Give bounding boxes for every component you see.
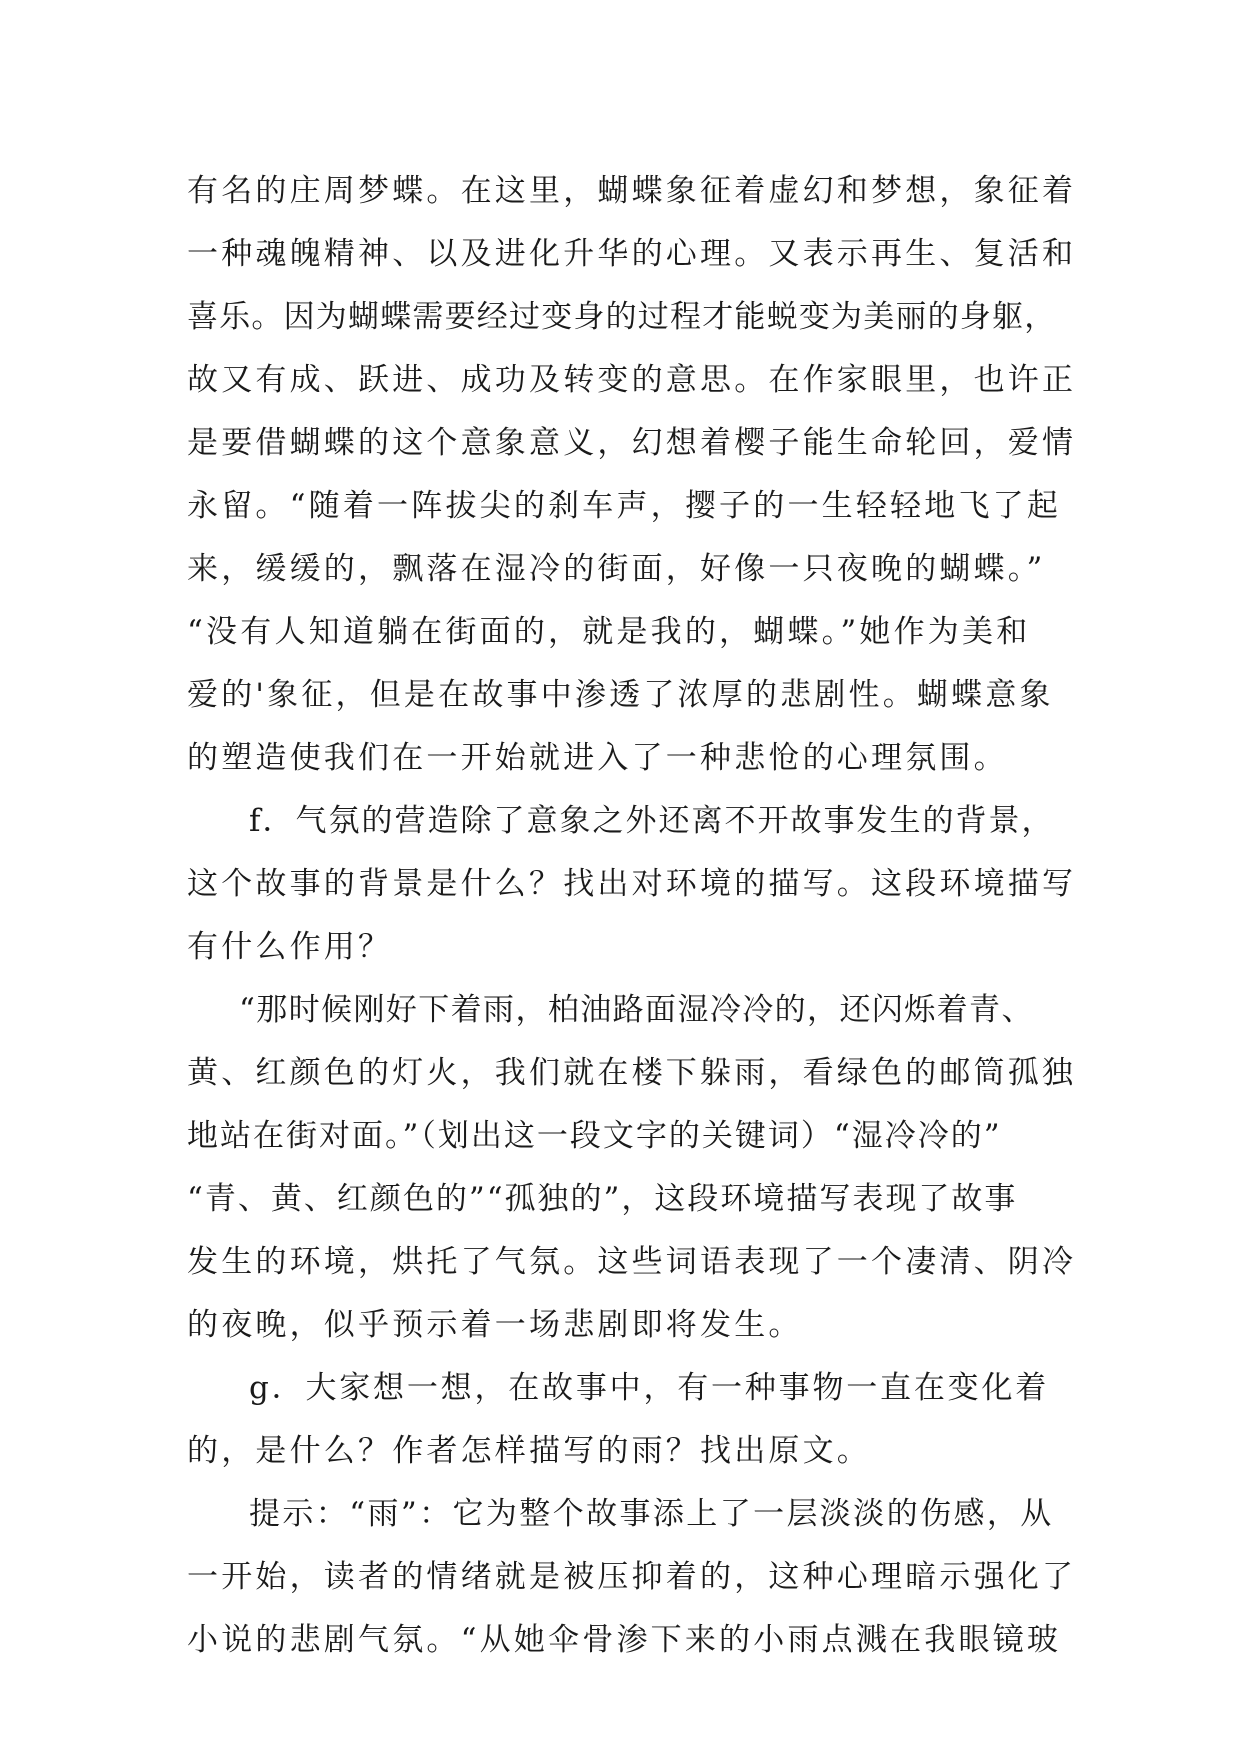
text-line: 故又有成、跃进、成功及转变的意思。在作家眼里，也许正 [187,362,1077,398]
body-text [187,160,1077,1672]
text-line: 小说的悲剧气氛。“从她伞骨渗下来的小雨点溅在我眼镜玻 [187,1622,1062,1658]
hint-paragraph-start: 提示：“雨”：它为整个故事添上了一层淡淡的伤感，从 [249,1496,1054,1532]
text-line: 喜乐。因为蝴蝶需要经过变身的过程才能蜕变为美丽的身躯， [187,299,1057,335]
text-line: 一种魂魄精神、以及进化升华的心理。又表示再生、复活和 [187,236,1077,272]
text-line: 一开始，读者的情绪就是被压抑着的，这种心理暗示强化了 [187,1559,1077,1595]
text-line: 地站在街对面。”（划出这一段文字的关键词）“湿冷冷的” [187,1118,1002,1154]
text-line: 的，是什么？作者怎样描写的雨？找出原文。 [187,1433,871,1469]
paragraph-f-start: f．气氛的营造除了意象之外还离不开故事发生的背景， [249,803,1055,839]
text-line: 来，缓缓的，飘落在湿冷的街面，好像一只夜晚的蝴蝶。” [187,551,1046,587]
quote-paragraph-start: “那时候刚好下着雨，柏油路面湿冷冷的，还闪烁着青、 [239,992,1034,1028]
text-line: 有什么作用？ [187,929,393,965]
text-line: 发生的环境，烘托了气氛。这些词语表现了一个凄清、阴冷 [187,1244,1077,1280]
text-line: “没有人知道躺在街面的，就是我的，蝴蝶。”她作为美和 [187,614,1031,650]
text-line: “青、黄、红颜色的”“孤独的”，这段环境描写表现了故事 [187,1181,1018,1217]
text-line: 永留。“随着一阵拔尖的刹车声，撄子的一生轻轻地飞了起 [187,488,1062,524]
text-line: 是要借蝴蝶的这个意象意义，幻想着樱子能生命轮回，爱情 [187,425,1077,461]
text-line: 有名的庄周梦蝶。在这里，蝴蝶象征着虚幻和梦想，象征着 [187,173,1077,209]
text-line: 的夜晚，似乎预示着一场悲剧即将发生。 [187,1307,803,1343]
text-line: 这个故事的背景是什么？找出对环境的描写。这段环境描写 [187,866,1077,902]
text-line: 爱的'象征，但是在故事中渗透了浓厚的悲剧性。蝴蝶意象 [187,677,1054,713]
paragraph-g-start: g．大家想一想，在故事中，有一种事物一直在变化着 [249,1370,1050,1406]
text-line: 黄、红颜色的灯火，我们就在楼下躲雨，看绿色的邮筒孤独 [187,1055,1077,1091]
text-line: 的塑造使我们在一开始就进入了一种悲怆的心理氛围。 [187,740,1008,776]
